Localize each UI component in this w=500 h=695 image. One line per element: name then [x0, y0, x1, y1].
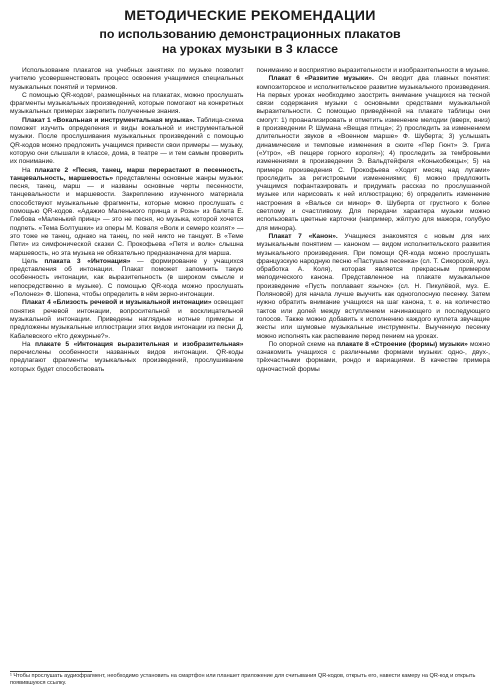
text-run: пониманию и восприятию выразительности и изобразительности в музыке. [256, 67, 490, 74]
text-run: — формирование у учащихся представления об интонации. Плакат поможет запомнить такую особенность интонации, как выразительность (в широком смысле и непосредственно в музыке). С помощью QR-кода можно прослушать «Полонез» Ф. Шопена, чтобы определить в нём зерно-интонации. [10, 257, 244, 299]
left-column-paragraph [10, 92, 244, 117]
right-column-paragraph [257, 75, 491, 233]
text-run: На [22, 340, 35, 348]
bold-run: плаката 3 «Интонация» [44, 257, 131, 265]
page-title: МЕТОДИЧЕСКИЕ РЕКОМЕНДАЦИИ [124, 8, 376, 24]
left-column-paragraph [10, 67, 244, 92]
footnote-divider [10, 671, 92, 672]
text-run: Использование плакатов на учебных занятиях по музыке позволит учителю усовершенствовать процесс освоения учащимися специальных музыкальных понятий и терминов. [10, 67, 244, 91]
right-column-paragraph [257, 341, 491, 374]
text-run: На [22, 166, 35, 174]
left-column-paragraph [10, 341, 244, 374]
page-subtitle-line-2: на уроках музыки в 3 классе [161, 42, 339, 56]
text-run: Он вводит два главных понятия: композиторское и исполнительское развитие музыкального произведения. На первых уроках необходимо заострить внимание учащихся на тесной связи содержания музыки с основными средствами музыкальной выразительности. С помощью приведённой на плакате таблицы они смогут: 1) проанализировать и отметить изменение мелодии (вверх, вниз) в произведении Р. Шумана «Вещая птица»; 2) проследить за изменением длительности звуков в «Военном марше» Ф. Шуберта; 3) услышать динамические и темповые изменения в сюите «Пер Гюнт» Э. Грига («Утро», «В пещере горного короля»); 4) проследить за тембровыми изменениями в произведении Э. Вальдтейфеля «Конькобежцы»; 5) на примере произведения С. Прокофьева «Ходит месяц над лугами» проследить за регистровыми изменениями; 6) можно предложить учащимся пофантазировать и придумать рассказ по прослушанной музыке или нарисовать к ней иллюстрацию; 6) определить изменение настроения в «Вальсе си минор» Ф. Шуберта от грустного к более светлому и счастливому. Для передачи характера музыки можно использовать цветные карточки (например, жёлтую для мажора, голубую для минора). [256, 75, 490, 232]
left-column [10, 67, 244, 374]
bold-run: плакате 8 «Строение (формы) музыки» [337, 340, 468, 348]
page-subtitle-line-1: по использованию демонстрационных плакатов [99, 27, 401, 41]
left-column-paragraph [10, 299, 244, 340]
right-column-paragraph [257, 233, 491, 341]
bold-run: Плакат 7 «Канон». [268, 232, 338, 240]
article-body [10, 67, 490, 374]
text-run: По опорной схеме на [268, 340, 338, 348]
bold-run: плакате 2 «Песня, танец, марш перерастают в песенность, танцевальность, маршевость» [10, 166, 244, 182]
footnote: ¹ Чтобы прослушать аудиофрагмент, необходимо установить на смартфон или планшет приложение для считывания QR-кодов, открыть его, навести камеру на QR-код и открыть появившуюся ссылку. [10, 673, 476, 687]
left-column-paragraph [10, 167, 244, 258]
text-run: Учащиеся знакомятся с новым для них музыкальным понятием — каноном — видом исполнительского развития музыкального произведения. При помощи QR-кода можно прослушать французскую народную песню «Пастушья песенка» (сл. Т. Сикорской, муз. обработка А. Коля), которая является прекрасным примером мелодического канона. Представленное на плакате музыкальное произведение «Пусть поплавает язычок» (сл. Н. Пикулёвой, муз. Е. Поляновой) для начала лучше выучить как одноголосную песенку. Затем нужно обратить внимание учащихся на шаг канона, т. е. на количество тактов или долей между вступлением начинающего и последующего голосов. Также можно добавить к исполнению каждого куплета звучащие жесты или шумовые музыкальные инструменты. Выученную песенку можно исполнять как распевание перед пением на уроках. [256, 232, 490, 340]
bold-run: Плакат 1 «Вокальная и инструментальная музыка». [22, 116, 195, 124]
bold-run: Плакат 4 «Близость речевой и музыкальной интонации» [22, 299, 212, 307]
text-run: представлены основные жанры музыки: песня, танец, марш — и названы основные черты песенности, танцевальности и маршевости. Закреплению изученного материала способствуют музыкальные фрагменты, которые можно прослушать с помощью QR-кодов. «Адажио Маленького принца и Розы» из балета Е. Глебова «Маленький принц» — это не песня, но музыка, которой хочется подпеть. «Тема Болтушки» из оперы М. Коваля «Волк и семеро козлят» — это тоже не танец, однако на танец, по ней никто не танцует. В «Теме Пети» из симфонической сказки С. Прокофьева «Петя и волк» слышна маршевость, но эта музыка не обязательно предназначена для марша. [10, 174, 244, 257]
text-run: перечислены особенности названных видов интонации. QR-коды предлагают фрагменты музыкальных произведений, прослушивание которых будет способствовать [10, 349, 244, 373]
right-column-paragraph [257, 67, 491, 75]
text-run: Цель [22, 257, 45, 265]
text-run: можно ознакомить учащихся с различными формами музыки: одно-, двух-, трёхчастными формами, рондо и вариациями. В качестве примера одночастной формы [256, 340, 490, 373]
text-run: Таблица-схема поможет изучить определения и виды вокальной и инструментальной музыки. После прослушивания музыкальных произведений с помощью QR-кодов можно предложить учащимся привести свои примеры — музыку, которую они слышали в классе, дома, в театре — и тем самым проверить их понимание. [10, 116, 244, 166]
text-run: освещает понятия речевой интонации, вопросительной и восклицательной музыкальной интонации. Приведены наглядные нотные примеры и предложены музыкальные иллюстрации этих видов интонации из песни Д. Кабалевского «Кто дежурные?». [10, 299, 244, 340]
left-column-paragraph [10, 258, 244, 299]
left-column-paragraph [10, 117, 244, 167]
right-column [257, 67, 491, 374]
text-run: С помощью QR-кодов¹, размещённых на плакатах, можно прослушать фрагменты музыкальных произведений, которые помогают на конкретных музыкальных примерах закрепить полученные знания. [10, 91, 244, 116]
bold-run: Плакат 6 «Развитие музыки». [268, 75, 374, 83]
bold-run: плакате 5 «Интонация выразительная и изобразительная» [35, 340, 244, 348]
